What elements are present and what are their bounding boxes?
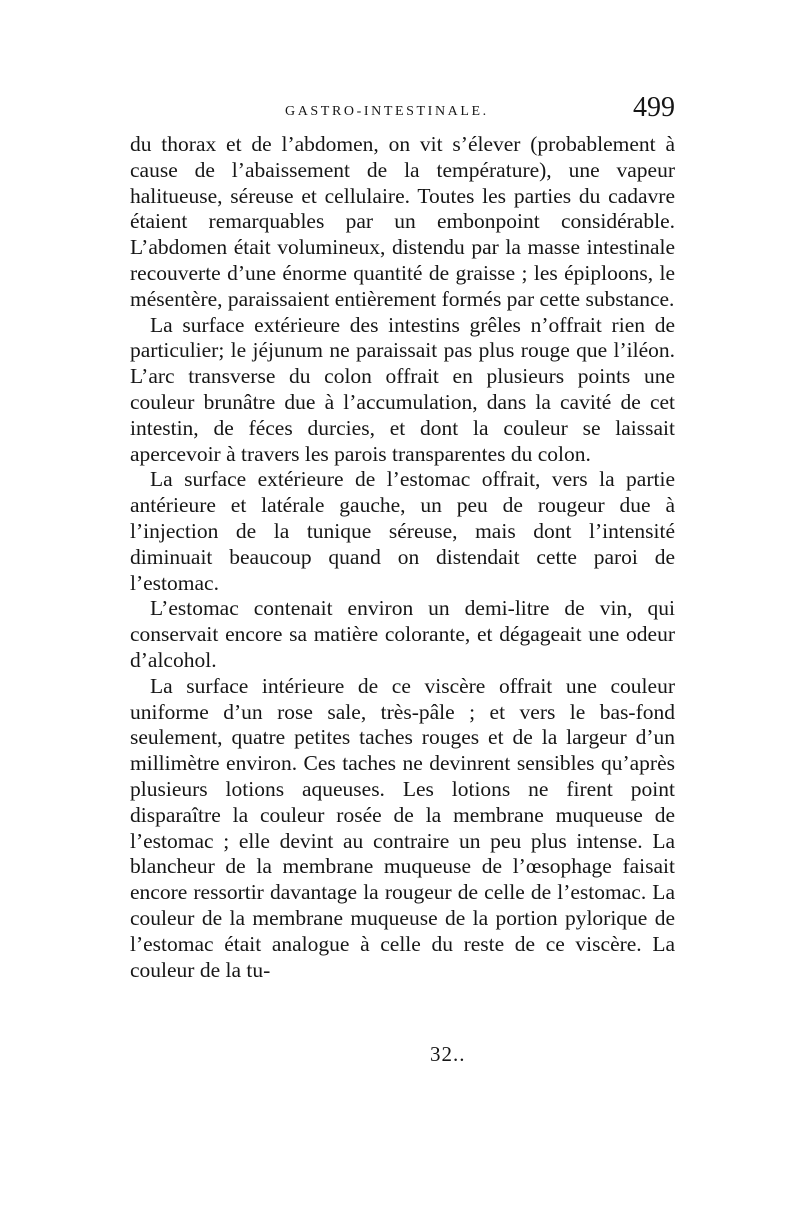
- page-header: [130, 92, 675, 132]
- signature-mark: 32..: [430, 1042, 466, 1066]
- paragraph-5: La surface intérieure de ce viscère offrait une couleur uniforme d’un rose sale, très-pâle ; et vers le bas-fond seulement, quatre petites taches rouges et de la largeur d’un millimètre environ. Ces taches ne devinrent sensibles qu’après plusieurs lotions aqueuses. Les lotions ne firent point disparaître la couleur rosée de la membrane muqueuse de l’estomac ; elle devint au contraire un peu plus intense. La blancheur de la membrane muqueuse de l’œsophage faisait encore ressortir davantage la rougeur de celle de l’estomac. La couleur de la membrane muqueuse de la portion pylorique de l’estomac était analogue à celle du reste de ce viscère. La couleur de la tu-: [130, 673, 675, 982]
- book-page: [130, 92, 675, 983]
- page-number: 499: [633, 92, 675, 123]
- page-body: [130, 132, 675, 983]
- paragraph-1: du thorax et de l’abdomen, on vit s’élever (probablement à cause de l’abaissement de la température), une vapeur halitueuse, séreuse et cellulaire. Toutes les parties du cadavre étaient remarquables par un embonpoint considérable. L’abdomen était volumineux, distendu par la masse intestinale recouverte d’une énorme quantité de graisse ; les épiploons, le mésentère, paraissaient entièrement formés par cette substance.: [130, 132, 675, 311]
- paragraph-2: La surface extérieure des intestins grêles n’offrait rien de particulier; le jéjunum ne paraissait pas plus rouge que l’iléon. L’arc transverse du colon offrait en plusieurs points une couleur brunâtre due à l’accumulation, dans la cavité de cet intestin, de féces durcies, et dont la couleur se laissait apercevoir à travers les parois transparentes du colon.: [130, 312, 675, 466]
- paragraph-4: L’estomac contenait environ un demi-litre de vin, qui conservait encore sa matière colorante, et dégageait une odeur d’alcohol.: [130, 596, 675, 672]
- running-head: GASTRO-INTESTINALE.: [285, 104, 489, 119]
- paragraph-3: La surface extérieure de l’estomac offrait, vers la partie antérieure et latérale gauche, un peu de rougeur due à l’injection de la tunique séreuse, mais dont l’intensité diminuait beaucoup quand on distendait cette paroi de l’estomac.: [130, 467, 675, 595]
